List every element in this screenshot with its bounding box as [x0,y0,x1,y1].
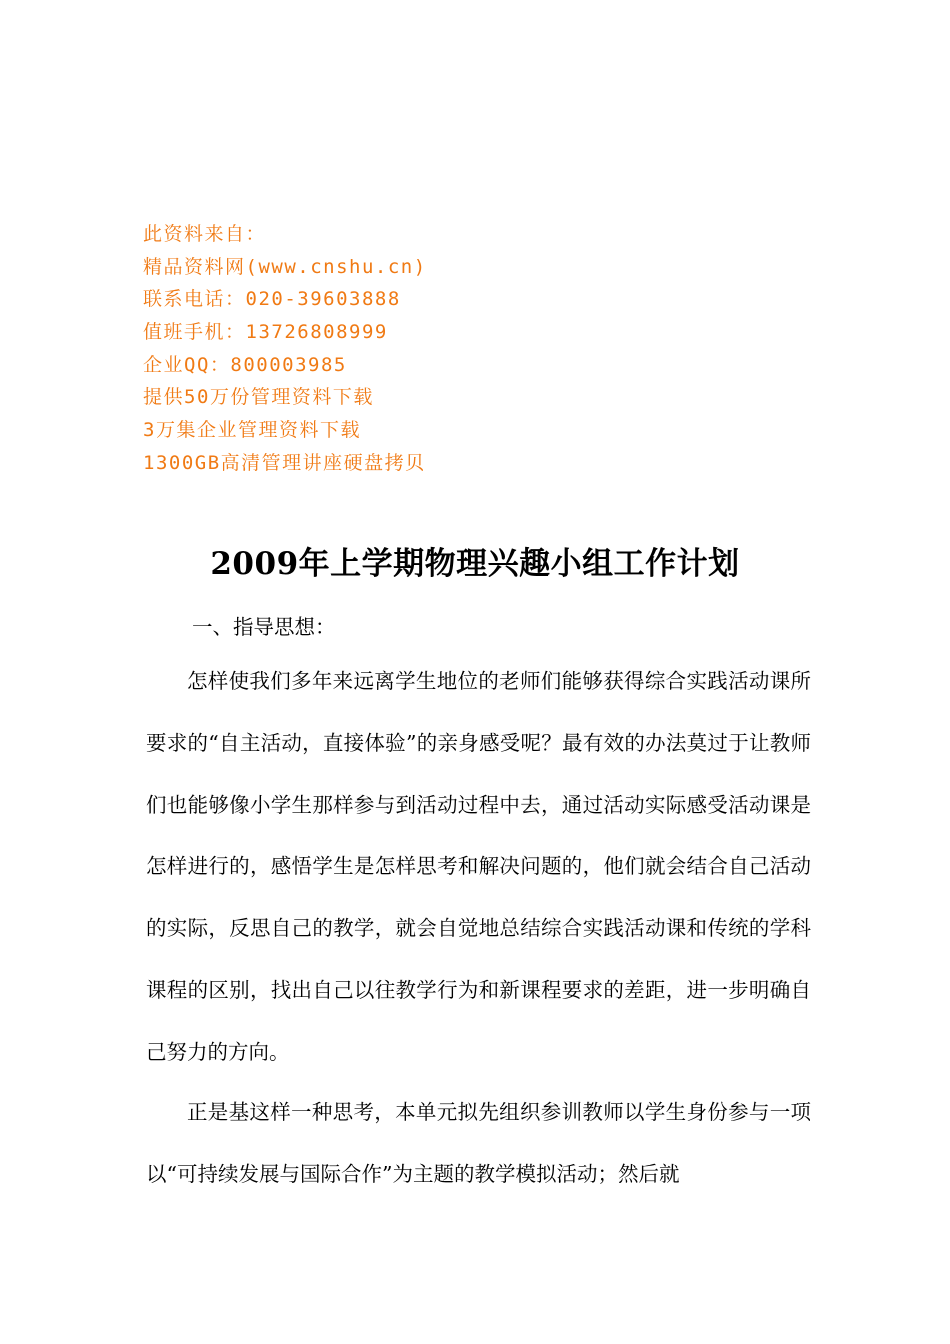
source-line-phone: 联系电话：020-39603888 [143,288,401,311]
body-paragraph-container-2 [146,1082,811,1206]
section-heading: 一、指导思想： [192,615,336,639]
source-line-offer-2: 3万集企业管理资料下载 [143,419,361,442]
document-title: 2009年上学期物理兴趣小组工作计划 [210,546,740,582]
source-line-website: 精品资料网(www.cnshu.cn) [143,255,427,278]
body-paragraph-container-1 [146,651,811,1084]
source-line-qq: 企业QQ：800003985 [143,353,347,376]
source-info-block [143,218,427,480]
body-paragraph: 正是基这样一种思考，本单元拟先组织参训教师以学生身份参与一项以“可持续发展与国际合作”为主题的教学模拟活动；然后就 [146,1100,811,1186]
source-line-mobile: 值班手机：13726808999 [143,321,388,344]
source-line-offer-3: 1300GB高清管理讲座硬盘拷贝 [143,451,426,474]
source-line-offer-1: 提供50万份管理资料下载 [143,386,374,409]
source-line-intro: 此资料来自： [143,223,267,245]
body-paragraph: 怎样使我们多年来远离学生地位的老师们能够获得综合实践活动课所要求的“自主活动，直接体验”的亲身感受呢？最有效的办法莫过于让教师们也能够像小学生那样参与到活动过程中去，通过活动实际感受活动课是怎样进行的，感悟学生是怎样思考和解决问题的，他们就会结合自己活动的实际，反思自己的教学，就会自觉地总结综合实践活动课和传统的学科课程的区别，找出自己以往教学行为和新课程要求的差距，进一步明确自己努力的方向。 [146,669,811,1064]
